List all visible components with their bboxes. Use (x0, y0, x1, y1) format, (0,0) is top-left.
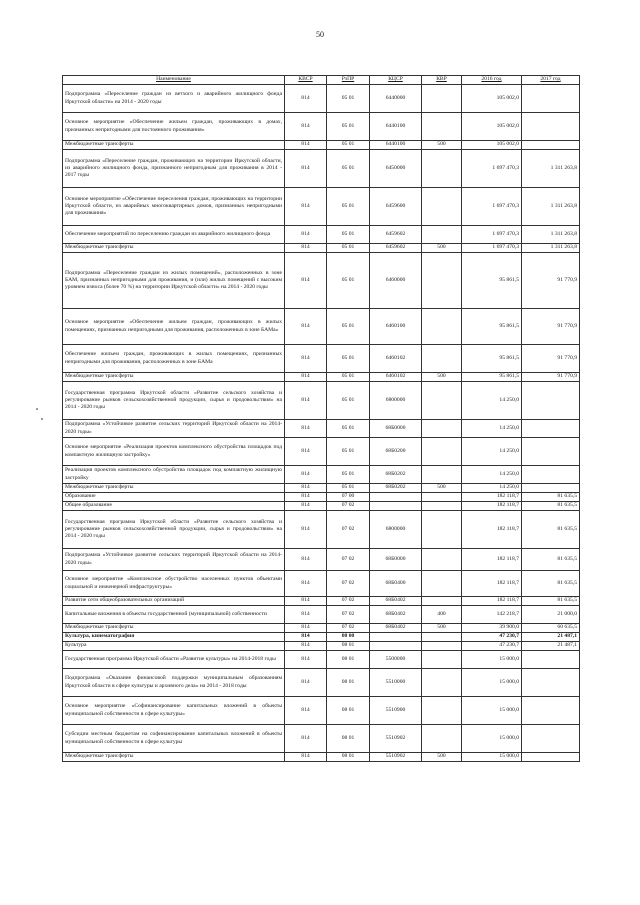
cell-kcsr: 68Б0402 (370, 597, 422, 606)
header-2017: 2017 год (522, 76, 580, 85)
cell-2016: 95 861,5 (462, 309, 522, 345)
cell-kvsr: 814 (285, 633, 327, 642)
cell-kcsr: 68Б0000 (370, 549, 422, 571)
cell-kvsr: 814 (285, 244, 327, 253)
cell-2017: 1 311 263,8 (522, 188, 580, 226)
cell-kvr (422, 345, 462, 373)
cell-kvsr: 814 (285, 438, 327, 466)
cell-2016: 1 697 470,3 (462, 150, 522, 188)
cell-kvr (422, 188, 462, 226)
cell-kvr (422, 633, 462, 642)
table-row (63, 345, 580, 373)
cell-kcsr: 6460102 (370, 373, 422, 382)
cell-name: Государственная программа Иркутской области «Развитие культуры» на 2014-2018 годы (63, 651, 285, 669)
cell-kvsr: 814 (285, 382, 327, 420)
header-kvsr: КВСР (285, 76, 327, 85)
cell-rzpr: 07 02 (327, 549, 370, 571)
cell-2017 (522, 466, 580, 484)
cell-rzpr: 07 02 (327, 606, 370, 624)
cell-name: Подпрограмма «Переселение граждан, проживающих на территории Иркутской области, из аварийного жилищного фонда, признанного непригодным для проживания в 2014 - 2017 годы (63, 150, 285, 188)
cell-2016: 182 118,7 (462, 493, 522, 502)
cell-2016: 1 697 470,3 (462, 226, 522, 244)
cell-name: Межбюджетные трансферты (63, 753, 285, 762)
cell-kvr (422, 438, 462, 466)
cell-2016: 15 000,0 (462, 669, 522, 697)
cell-rzpr: 05 01 (327, 309, 370, 345)
table-row (63, 382, 580, 420)
table-row (63, 725, 580, 753)
table-row (63, 642, 580, 651)
cell-kcsr: 5510000 (370, 669, 422, 697)
cell-2016: 182 118,7 (462, 549, 522, 571)
cell-rzpr: 05 01 (327, 253, 370, 309)
cell-2017 (522, 85, 580, 113)
cell-name: Межбюджетные трансферты (63, 373, 285, 382)
table-row (63, 466, 580, 484)
cell-name: Обеспечение жильем граждан, проживающих в жилых помещениях, признанных непригодными для проживания, расположенных в зоне БАМа (63, 345, 285, 373)
table-row (63, 113, 580, 141)
cell-kvr (422, 502, 462, 511)
table-row (63, 624, 580, 633)
table-row (63, 253, 580, 309)
table-row (63, 651, 580, 669)
cell-2016: 15 000,0 (462, 651, 522, 669)
cell-rzpr: 05 01 (327, 345, 370, 373)
cell-kvr (422, 669, 462, 697)
cell-name: Обеспечение мероприятий по переселению граждан из аварийного жилищного фонда (63, 226, 285, 244)
table-row (63, 150, 580, 188)
cell-2016: 14 250,0 (462, 420, 522, 438)
cell-rzpr: 05 01 (327, 373, 370, 382)
cell-2017: 1 311 263,8 (522, 150, 580, 188)
cell-kcsr: 68Б0402 (370, 606, 422, 624)
cell-kcsr: 5510900 (370, 697, 422, 725)
cell-2017: 81 635,5 (522, 511, 580, 549)
cell-kcsr: 68Б0402 (370, 624, 422, 633)
cell-rzpr: 07 02 (327, 511, 370, 549)
cell-rzpr: 05 01 (327, 438, 370, 466)
cell-2016: 95 861,5 (462, 345, 522, 373)
cell-kvr (422, 466, 462, 484)
table-row (63, 697, 580, 725)
cell-kvr (422, 85, 462, 113)
cell-kcsr (370, 493, 422, 502)
cell-kcsr (370, 502, 422, 511)
table-row (63, 633, 580, 642)
cell-2016: 1 697 470,3 (462, 188, 522, 226)
cell-2017: 91 770,9 (522, 373, 580, 382)
cell-rzpr: 05 01 (327, 244, 370, 253)
cell-kvr (422, 150, 462, 188)
header-name: Наименование (63, 76, 285, 85)
cell-2016: 15 000,0 (462, 697, 522, 725)
cell-2017: 21 487,1 (522, 633, 580, 642)
cell-2017: 91 770,9 (522, 345, 580, 373)
cell-rzpr: 05 01 (327, 484, 370, 493)
cell-2017: 81 635,5 (522, 571, 580, 597)
cell-kcsr: 5510902 (370, 725, 422, 753)
cell-2017: 60 635,5 (522, 624, 580, 633)
cell-2016: 39 900,0 (462, 624, 522, 633)
cell-kvsr: 814 (285, 624, 327, 633)
cell-name: Культура, кинематография (63, 633, 285, 642)
cell-kvsr: 814 (285, 697, 327, 725)
cell-2017 (522, 420, 580, 438)
cell-kcsr: 5510902 (370, 753, 422, 762)
cell-rzpr: 05 01 (327, 113, 370, 141)
cell-2016: 105 002,0 (462, 113, 522, 141)
table-row (63, 420, 580, 438)
cell-rzpr: 05 01 (327, 150, 370, 188)
table-body (63, 85, 580, 762)
cell-2017 (522, 651, 580, 669)
cell-rzpr: 05 01 (327, 382, 370, 420)
cell-name: Основное мероприятие «Обеспечение переселения граждан, проживающих на территории Иркутской области, из аварийных многоквартирных домов, признанных непригодными для проживания» (63, 188, 285, 226)
cell-2017 (522, 484, 580, 493)
cell-kvr (422, 382, 462, 420)
cell-name: Подпрограмма «Оказание финансовой поддержки муниципальным образованиям Иркутской области в сфере культуры и архивного дела» на 2014 - 2018 годы (63, 669, 285, 697)
table-row (63, 244, 580, 253)
cell-name: Капитальные вложения в объекты государственной (муниципальной) собственности (63, 606, 285, 624)
cell-kvsr: 814 (285, 502, 327, 511)
cell-rzpr: 07 00 (327, 493, 370, 502)
cell-kcsr: 68Б0202 (370, 484, 422, 493)
cell-kvr (422, 226, 462, 244)
cell-name: Межбюджетные трансферты (63, 484, 285, 493)
cell-kcsr: 6450000 (370, 150, 422, 188)
cell-kcsr: 6460102 (370, 345, 422, 373)
cell-2017: 91 770,9 (522, 309, 580, 345)
cell-2016: 95 861,5 (462, 373, 522, 382)
cell-name: Основное мероприятие «Комплексное обустройство населенных пунктов объектами социальной и инженерной инфраструктуры» (63, 571, 285, 597)
cell-rzpr: 08 01 (327, 697, 370, 725)
cell-rzpr: 05 01 (327, 466, 370, 484)
cell-kvsr: 814 (285, 226, 327, 244)
cell-2016: 15 000,0 (462, 725, 522, 753)
cell-kvr (422, 697, 462, 725)
cell-kvr (422, 511, 462, 549)
cell-name: Подпрограмма «Устойчивое развитие сельских территорий Иркутской области на 2014-2020 годы» (63, 549, 285, 571)
cell-2016: 1 697 470,3 (462, 244, 522, 253)
cell-kcsr: 68Б0202 (370, 466, 422, 484)
cell-kvr: 400 (422, 606, 462, 624)
cell-name: Развитие сети общеобразовательных организаций (63, 597, 285, 606)
cell-name: Основное мероприятие «Обеспечение жильем граждан, проживающих в домах, признанных непригодными для постоянного проживания» (63, 113, 285, 141)
cell-name: Образование (63, 493, 285, 502)
table-row (63, 597, 580, 606)
cell-kcsr: 6459602 (370, 244, 422, 253)
cell-2017 (522, 697, 580, 725)
table-row (63, 669, 580, 697)
cell-kvr: 500 (422, 484, 462, 493)
header-rzpr: РзПР (327, 76, 370, 85)
cell-kcsr: 6459600 (370, 188, 422, 226)
cell-2016: 105 002,0 (462, 141, 522, 150)
cell-2017 (522, 438, 580, 466)
cell-kcsr: 6440100 (370, 141, 422, 150)
cell-name: Культура (63, 642, 285, 651)
cell-2016: 182 118,7 (462, 511, 522, 549)
cell-kvsr: 814 (285, 253, 327, 309)
cell-kvsr: 814 (285, 651, 327, 669)
page-number: 50 (316, 30, 324, 39)
cell-rzpr: 05 01 (327, 420, 370, 438)
cell-kvsr: 814 (285, 150, 327, 188)
table-row (63, 309, 580, 345)
header-kvr: КВР (422, 76, 462, 85)
cell-rzpr: 07 02 (327, 624, 370, 633)
cell-kvr: 500 (422, 624, 462, 633)
cell-kvsr: 814 (285, 309, 327, 345)
cell-2017 (522, 113, 580, 141)
cell-kvsr: 814 (285, 493, 327, 502)
cell-name: Подпрограмма «Переселение граждан из жилых помещений», расположенных в зоне БАМ, признанных непригодными для проживания, и (или) жилых помещений с высоким уровнем износа (более 70 %) на территории Иркутской области» на 2014 - 2020 годы (63, 253, 285, 309)
cell-rzpr: 07 02 (327, 502, 370, 511)
header-kcsr: КЦСР (370, 76, 422, 85)
cell-rzpr: 08 01 (327, 642, 370, 651)
cell-name: Государственная программа Иркутской области «Развитие сельского хозяйства и регулирование рынков сельскохозяйственной продукции, сырья и продовольствия» на 2014 - 2020 годы (63, 511, 285, 549)
cell-kvsr: 814 (285, 725, 327, 753)
cell-kcsr: 68Б0200 (370, 438, 422, 466)
cell-kvr (422, 420, 462, 438)
cell-rzpr: 08 01 (327, 669, 370, 697)
table-row (63, 438, 580, 466)
cell-kvsr: 814 (285, 85, 327, 113)
cell-kvr (422, 571, 462, 597)
table-row (63, 493, 580, 502)
cell-kvsr: 814 (285, 549, 327, 571)
cell-2016: 14 250,0 (462, 484, 522, 493)
cell-name: Реализация проектов комплексного обустройства площадок под компактную жилищную застройку (63, 466, 285, 484)
cell-2017 (522, 382, 580, 420)
cell-name: Государственная программа Иркутской области «Развитие сельского хозяйства и регулирование рынков сельскохозяйственной продукции, сырья и продовольствия» на 2014 - 2020 годы (63, 382, 285, 420)
cell-kvsr: 814 (285, 597, 327, 606)
table-row (63, 188, 580, 226)
cell-2017: 1 311 263,8 (522, 244, 580, 253)
cell-name: Межбюджетные трансферты (63, 624, 285, 633)
cell-2016: 105 002,0 (462, 85, 522, 113)
cell-kvsr: 814 (285, 188, 327, 226)
cell-name: Основное мероприятие «Реализация проектов комплексного обустройства площадок под компактную жилищную застройку» (63, 438, 285, 466)
cell-kvr (422, 253, 462, 309)
cell-kvsr: 814 (285, 642, 327, 651)
cell-kvsr: 814 (285, 669, 327, 697)
cell-kcsr: 6460100 (370, 309, 422, 345)
cell-2016: 142 218,7 (462, 606, 522, 624)
cell-kvsr: 814 (285, 511, 327, 549)
cell-2016: 182 118,7 (462, 571, 522, 597)
cell-2017 (522, 753, 580, 762)
table-row (63, 549, 580, 571)
cell-kvsr: 814 (285, 420, 327, 438)
cell-kvr (422, 642, 462, 651)
cell-2016: 182 118,7 (462, 502, 522, 511)
cell-2016: 182 118,7 (462, 597, 522, 606)
cell-kcsr: 68Б0000 (370, 420, 422, 438)
header-2016: 2016 год (462, 76, 522, 85)
cell-kvsr: 814 (285, 113, 327, 141)
cell-rzpr: 05 01 (327, 226, 370, 244)
table-row (63, 753, 580, 762)
table-row (63, 606, 580, 624)
cell-kvsr: 814 (285, 571, 327, 597)
cell-kvsr: 814 (285, 466, 327, 484)
cell-kvr (422, 493, 462, 502)
cell-name: Межбюджетные трансферты (63, 141, 285, 150)
cell-rzpr: 08 01 (327, 753, 370, 762)
cell-rzpr: 07 02 (327, 597, 370, 606)
cell-kvsr: 814 (285, 606, 327, 624)
cell-kvr: 500 (422, 373, 462, 382)
cell-rzpr: 05 01 (327, 188, 370, 226)
cell-name: Основное мероприятие «Софинансирование капитальных вложений в объекты муниципальной собственности в сфере культуры» (63, 697, 285, 725)
cell-kvsr: 814 (285, 345, 327, 373)
cell-kcsr: 6459602 (370, 226, 422, 244)
cell-kvsr: 814 (285, 373, 327, 382)
scan-speck (36, 408, 38, 410)
cell-kvr: 500 (422, 141, 462, 150)
cell-2017 (522, 669, 580, 697)
table-row (63, 484, 580, 493)
cell-kvr (422, 549, 462, 571)
cell-kcsr: 6800000 (370, 382, 422, 420)
cell-2017: 21 487,1 (522, 642, 580, 651)
table-header-row (63, 76, 580, 85)
table-row (63, 571, 580, 597)
cell-kvsr: 814 (285, 141, 327, 150)
cell-2017 (522, 725, 580, 753)
cell-kvsr: 814 (285, 753, 327, 762)
cell-2016: 47 230,7 (462, 642, 522, 651)
cell-rzpr: 05 01 (327, 85, 370, 113)
cell-name: Подпрограмма «Переселение граждан из ветхого и аварийного жилищного фонда Иркутской области» на 2014 - 2020 годы (63, 85, 285, 113)
cell-2017: 1 311 263,8 (522, 226, 580, 244)
scan-speck (41, 418, 43, 420)
cell-kcsr: 6800000 (370, 511, 422, 549)
cell-kvr (422, 725, 462, 753)
cell-2017: 81 635,5 (522, 549, 580, 571)
budget-table (62, 75, 580, 762)
cell-2016: 14 250,0 (462, 466, 522, 484)
table-row (63, 511, 580, 549)
cell-kvsr: 814 (285, 484, 327, 493)
cell-2017: 21 000,0 (522, 606, 580, 624)
cell-kcsr: 68Б0400 (370, 571, 422, 597)
cell-2016: 15 000,0 (462, 753, 522, 762)
cell-2016: 14 250,0 (462, 438, 522, 466)
table-row (63, 141, 580, 150)
cell-name: Межбюджетные трансферты (63, 244, 285, 253)
cell-rzpr: 08 01 (327, 651, 370, 669)
table-row (63, 226, 580, 244)
cell-rzpr: 08 01 (327, 725, 370, 753)
cell-kcsr (370, 633, 422, 642)
cell-kvr: 500 (422, 244, 462, 253)
cell-kvr (422, 597, 462, 606)
cell-kcsr: 6460000 (370, 253, 422, 309)
cell-name: Основное мероприятие «Обеспечение жильем граждан, проживающих в жилых помещениях, признанных непригодными для проживания, расположенных в зоне БАМа» (63, 309, 285, 345)
cell-name: Субсидии местным бюджетам на софинансирование капитальных вложений в объекты муниципальной собственности в сфере культуры (63, 725, 285, 753)
cell-kvr (422, 113, 462, 141)
cell-kcsr: 6440100 (370, 113, 422, 141)
cell-kcsr (370, 642, 422, 651)
cell-2017: 91 770,9 (522, 253, 580, 309)
cell-2017 (522, 141, 580, 150)
cell-kcsr: 6440000 (370, 85, 422, 113)
cell-name: Подпрограмма «Устойчивое развитие сельских территорий Иркутской области на 2014-2020 годы» (63, 420, 285, 438)
cell-kcsr: 5500000 (370, 651, 422, 669)
cell-2017: 81 635,5 (522, 493, 580, 502)
table-row (63, 85, 580, 113)
cell-2016: 95 861,5 (462, 253, 522, 309)
table-row (63, 502, 580, 511)
cell-2016: 47 230,7 (462, 633, 522, 642)
cell-rzpr: 07 02 (327, 571, 370, 597)
cell-kvr: 500 (422, 753, 462, 762)
cell-rzpr: 08 00 (327, 633, 370, 642)
table-row (63, 373, 580, 382)
cell-name: Общее образование (63, 502, 285, 511)
cell-2016: 14 250,0 (462, 382, 522, 420)
cell-2017: 81 635,5 (522, 502, 580, 511)
cell-2017: 81 635,5 (522, 597, 580, 606)
cell-kvr (422, 651, 462, 669)
cell-kvr (422, 309, 462, 345)
cell-rzpr: 05 01 (327, 141, 370, 150)
